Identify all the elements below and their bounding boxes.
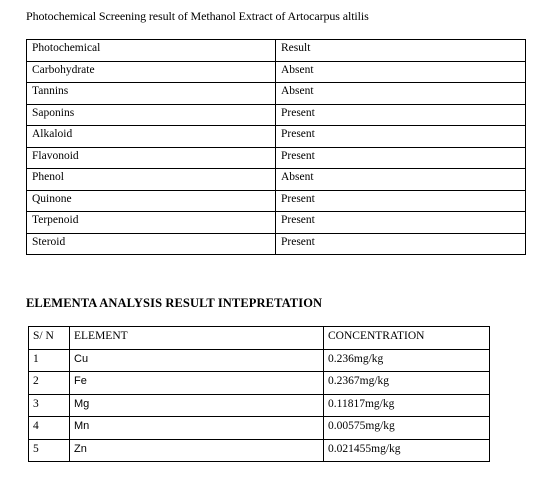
table-cell: Carbohydrate (27, 61, 276, 83)
table-cell: Alkaloid (27, 126, 276, 148)
table-cell: Phenol (27, 169, 276, 191)
table-cell: Absent (276, 169, 526, 191)
table-cell: Quinone (27, 190, 276, 212)
elemental-analysis-table (28, 326, 490, 462)
table-row (29, 394, 490, 417)
table-cell: Mg (70, 394, 324, 417)
header-row (27, 40, 526, 62)
table-row (27, 83, 526, 105)
table-row (29, 439, 490, 462)
table-row (27, 104, 526, 126)
table-cell: Cu (70, 349, 324, 372)
table1-title: Photochemical Screening result of Methanol Extract of Artocarpus altilis (26, 9, 369, 23)
table-cell: 4 (29, 417, 70, 440)
table-row (27, 169, 526, 191)
table2-title: ELEMENTA ANALYSIS RESULT INTEPRETATION (26, 296, 323, 310)
table-cell: 0.236mg/kg (324, 349, 490, 372)
table-row (27, 233, 526, 255)
table-cell: Saponins (27, 104, 276, 126)
table-cell: Tannins (27, 83, 276, 105)
table-row (29, 372, 490, 395)
table-cell: 5 (29, 439, 70, 462)
table-row (27, 190, 526, 212)
table-cell: Terpenoid (27, 212, 276, 234)
table-cell: Fe (70, 372, 324, 395)
header-row (29, 327, 490, 350)
table-cell: 1 (29, 349, 70, 372)
table-cell: Present (276, 147, 526, 169)
table-row (27, 126, 526, 148)
table-cell: 2 (29, 372, 70, 395)
table-row (27, 61, 526, 83)
phytochemical-table (26, 39, 526, 255)
column-header: ELEMENT (70, 327, 324, 350)
table-row (29, 349, 490, 372)
column-header: Result (276, 40, 526, 62)
table-cell: Steroid (27, 233, 276, 255)
column-header: CONCENTRATION (324, 327, 490, 350)
table-row (27, 147, 526, 169)
column-header: S/ N (29, 327, 70, 350)
table-cell: Present (276, 233, 526, 255)
table-cell: 0.00575mg/kg (324, 417, 490, 440)
table-cell: 3 (29, 394, 70, 417)
column-header: Photochemical (27, 40, 276, 62)
table-cell: Flavonoid (27, 147, 276, 169)
table-cell: Present (276, 126, 526, 148)
table-row (29, 417, 490, 440)
table-cell: 0.021455mg/kg (324, 439, 490, 462)
table-cell: Present (276, 104, 526, 126)
table-cell: Absent (276, 61, 526, 83)
table-cell: 0.11817mg/kg (324, 394, 490, 417)
table-row (27, 212, 526, 234)
table-cell: 0.2367mg/kg (324, 372, 490, 395)
table-cell: Present (276, 212, 526, 234)
table-cell: Present (276, 190, 526, 212)
table-cell: Absent (276, 83, 526, 105)
table-cell: Mn (70, 417, 324, 440)
table-cell: Zn (70, 439, 324, 462)
